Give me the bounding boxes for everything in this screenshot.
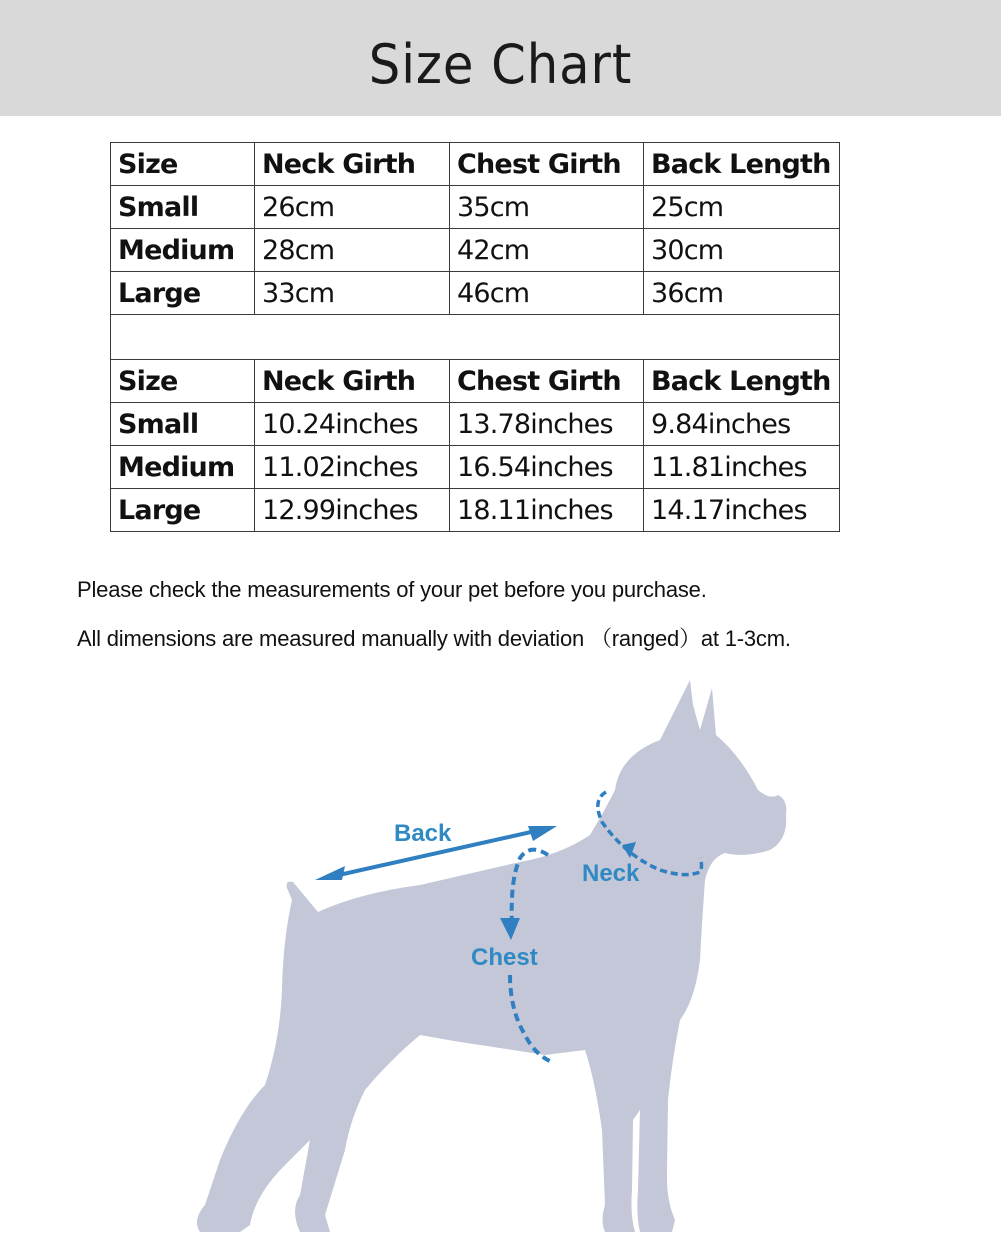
table-row: [111, 446, 840, 489]
table-header-cell: Chest Girth: [450, 360, 644, 403]
table-cell: 26cm: [255, 186, 450, 229]
table-cell: 12.99inches: [255, 489, 450, 532]
spacer-cell: [111, 315, 840, 360]
chest-label: Chest: [471, 944, 538, 971]
table-spacer-row: [111, 315, 840, 360]
table-cell: 35cm: [450, 186, 644, 229]
table-header-cell: Size: [111, 143, 255, 186]
table-row: [111, 229, 840, 272]
table-cell: 36cm: [644, 272, 840, 315]
table-header-cell: Neck Girth: [255, 143, 450, 186]
table-cell: 25cm: [644, 186, 840, 229]
table-header-cell: Size: [111, 360, 255, 403]
table-row: [111, 272, 840, 315]
size-label: Medium: [111, 446, 255, 489]
measurement-note: Please check the measurements of your pet before you purchase.: [77, 577, 707, 602]
table-cell: 33cm: [255, 272, 450, 315]
table-cell: 11.81inches: [644, 446, 840, 489]
table-row: [111, 186, 840, 229]
table-cell: 9.84inches: [644, 403, 840, 446]
table-row: [111, 403, 840, 446]
table-cell: 46cm: [450, 272, 644, 315]
size-label: Small: [111, 186, 255, 229]
size-table: [110, 142, 840, 532]
size-label: Small: [111, 403, 255, 446]
table-cell: 14.17inches: [644, 489, 840, 532]
dog-measurement-diagram: [0, 660, 1001, 1242]
table-cell: 13.78inches: [450, 403, 644, 446]
table-cell: 10.24inches: [255, 403, 450, 446]
table-cell: 30cm: [644, 229, 840, 272]
table-header-cell: Back Length: [644, 360, 840, 403]
table-header-cell: Chest Girth: [450, 143, 644, 186]
neck-label: Neck: [582, 860, 640, 887]
table-cell: 11.02inches: [255, 446, 450, 489]
table-cell: 16.54inches: [450, 446, 644, 489]
deviation-note: All dimensions are measured manually with deviation （ranged）at 1-3cm.: [77, 626, 791, 651]
table-header-cell: Back Length: [644, 143, 840, 186]
size-label: Large: [111, 272, 255, 315]
back-label: Back: [394, 820, 452, 847]
page-title: Size Chart: [368, 33, 633, 96]
table-header-row: [111, 360, 840, 403]
size-label: Large: [111, 489, 255, 532]
table-row: [111, 489, 840, 532]
table-cell: 28cm: [255, 229, 450, 272]
size-label: Medium: [111, 229, 255, 272]
header-banner: [0, 0, 1001, 116]
table-cell: 42cm: [450, 229, 644, 272]
table-header-cell: Neck Girth: [255, 360, 450, 403]
table-header-row: [111, 143, 840, 186]
table-cell: 18.11inches: [450, 489, 644, 532]
